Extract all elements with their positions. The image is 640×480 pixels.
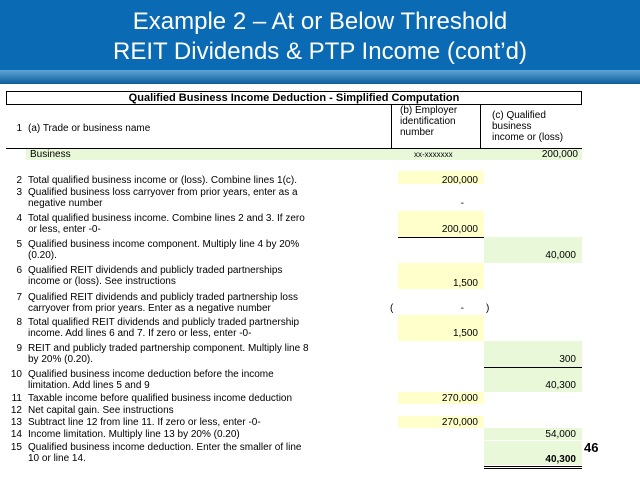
line-number: 10 [10,369,22,380]
line-b-value: 200,000 [441,175,478,186]
slide-title-line1: Example 2 – At or Below Threshold [132,8,508,35]
line-number: 1 [16,123,22,134]
business-ein: xx-xxxxxxx [414,150,453,159]
line-number: 8 [16,317,22,328]
line-description: Qualified business income deduction. Enter the smaller of line [28,442,302,453]
header-band [0,70,640,84]
line-number: 15 [10,442,22,453]
col-c-header-line2: business [492,121,532,132]
page-number: 46 [584,440,599,455]
line-number: 9 [16,343,22,354]
line-number: 6 [16,265,22,276]
line-description: REIT and publicly traded partnership component. Multiply line 8 [28,343,309,354]
line-description: Qualified REIT dividends and publicly traded partnerships [28,265,283,276]
paren-close: ) [486,303,490,314]
line-b-value: - [460,303,464,314]
business-income: 200,000 [541,149,578,160]
line-b-value: 270,000 [441,417,478,428]
line-description: Total qualified REIT dividends and publicly traded partnership [28,317,300,328]
qbi-form [6,91,582,471]
line-b-value: - [460,198,464,209]
line-number: 4 [16,213,22,224]
col-c-header-line1: (c) Qualified [492,110,546,121]
line-description: Income limitation. Multiply line 13 by 20% (0.20) [28,429,240,440]
line-description: Total qualified business income. Combine lines 2 and 3. If zero [28,213,305,224]
line-b-value: 1,500 [452,328,478,339]
sum-underline [398,237,484,238]
line-description-cont: by 20% (0.20). [28,354,94,365]
line-description-cont: negative number [28,198,103,209]
col-b-header-line1: (b) Employer [400,105,458,116]
line-b-value: 270,000 [441,393,478,404]
line-number: 7 [16,292,22,303]
line-number: 12 [10,405,22,416]
line-description-cont: income. Add lines 6 and 7. If zero or less, enter -0- [28,328,252,339]
line-description: Qualified REIT dividends and publicly traded partnership loss [28,292,298,303]
total-underline-2 [484,468,582,469]
line-description-cont: (0.20). [28,250,57,261]
slide-header [0,0,640,84]
line-description: Subtract line 12 from line 11. If zero or less, enter -0- [28,417,261,428]
col-c-header [484,105,582,148]
line-description: Net capital gain. See instructions [28,405,174,416]
slide-title-line2: REIT Dividends & PTP Income (cont’d) [113,38,527,65]
line-number: 13 [10,417,22,428]
line-c-value: 54,000 [545,429,576,440]
line-description-cont: or less, enter -0- [28,224,101,235]
line-c-value: 40,000 [545,250,576,261]
line-b-value: 1,500 [452,278,478,289]
line-number: 2 [16,175,22,186]
col-b-header [391,105,481,148]
line-description: Qualified business loss carryover from prior years, enter as a [28,187,298,198]
paren-open: ( [390,303,394,314]
line-number: 5 [16,239,22,250]
line-number: 11 [11,393,22,404]
total-underline-1 [484,466,582,467]
col-b-header-line2: identification [400,116,456,127]
line-number: 14 [10,429,22,440]
line-b-value: 200,000 [441,224,478,235]
line-number: 3 [16,187,22,198]
line-description: Qualified business income deduction before the income [28,369,274,380]
line-description-cont: limitation. Add lines 5 and 9 [28,380,150,391]
business-name: Business [30,149,71,160]
line-description: Taxable income before qualified business income deduction [28,393,293,404]
line-description-cont: income or (loss). See instructions [28,276,176,287]
form-title: Qualified Business Income Deduction - Simplified Computation [6,91,582,105]
line-description-cont: 10 or line 14. [28,453,86,464]
line-description: Qualified business income component. Multiply line 4 by 20% [28,239,300,250]
line-description-cont: carryover from prior years. Enter as a negative number [28,303,271,314]
col-c-header-line3: income or (loss) [492,132,564,143]
qbi-deduction-total: 40,300 [545,454,576,465]
line-c-value: 300 [559,354,576,365]
line-description: Total qualified business income or (loss). Combine lines 1(c). [28,175,298,186]
line-c-value: 40,300 [545,380,576,391]
col-a-header: (a) Trade or business name [28,123,151,134]
col-b-header-line3: number [400,127,434,138]
